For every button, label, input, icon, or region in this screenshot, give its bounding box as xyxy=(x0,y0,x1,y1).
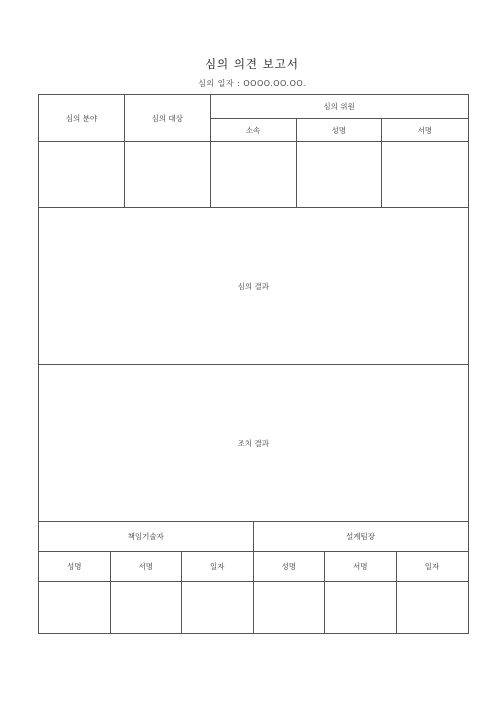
engineer-date-header: 일자 xyxy=(182,552,254,582)
design-lead-name-header: 성명 xyxy=(253,552,325,582)
engineer-date-cell[interactable] xyxy=(182,582,254,634)
review-date: 심의 일자 : OOOO.OO.OO. xyxy=(198,79,306,88)
engineer-group-header: 책임기술자 xyxy=(39,522,254,552)
review-result-area[interactable]: 심의 결과 xyxy=(39,208,469,365)
member-name-cell[interactable] xyxy=(296,142,382,208)
review-field-cell[interactable] xyxy=(39,142,125,208)
report-form-table xyxy=(38,94,469,634)
engineer-signature-header: 서명 xyxy=(110,552,182,582)
review-field-header: 심의 분야 xyxy=(39,95,125,142)
review-members-header: 심의 위원 xyxy=(210,95,468,119)
design-lead-name-cell[interactable] xyxy=(253,582,325,634)
engineer-name-cell[interactable] xyxy=(39,582,111,634)
design-lead-date-cell[interactable] xyxy=(396,582,468,634)
design-lead-date-header: 일자 xyxy=(396,552,468,582)
review-subject-header: 심의 대상 xyxy=(125,95,211,142)
member-name-header: 성명 xyxy=(296,119,382,142)
engineer-signature-cell[interactable] xyxy=(110,582,182,634)
member-signature-cell[interactable] xyxy=(382,142,469,208)
design-lead-signature-cell[interactable] xyxy=(325,582,397,634)
design-lead-signature-header: 서명 xyxy=(325,552,397,582)
action-result-area[interactable]: 조치 결과 xyxy=(39,365,469,522)
member-affiliation-cell[interactable] xyxy=(210,142,296,208)
review-subject-cell[interactable] xyxy=(125,142,211,208)
member-affiliation-header: 소속 xyxy=(210,119,296,142)
member-signature-header: 서명 xyxy=(382,119,469,142)
page-title: 심의 의견 보고서 xyxy=(204,57,300,71)
engineer-name-header: 성명 xyxy=(39,552,111,582)
design-lead-group-header: 설계팀장 xyxy=(253,522,468,552)
